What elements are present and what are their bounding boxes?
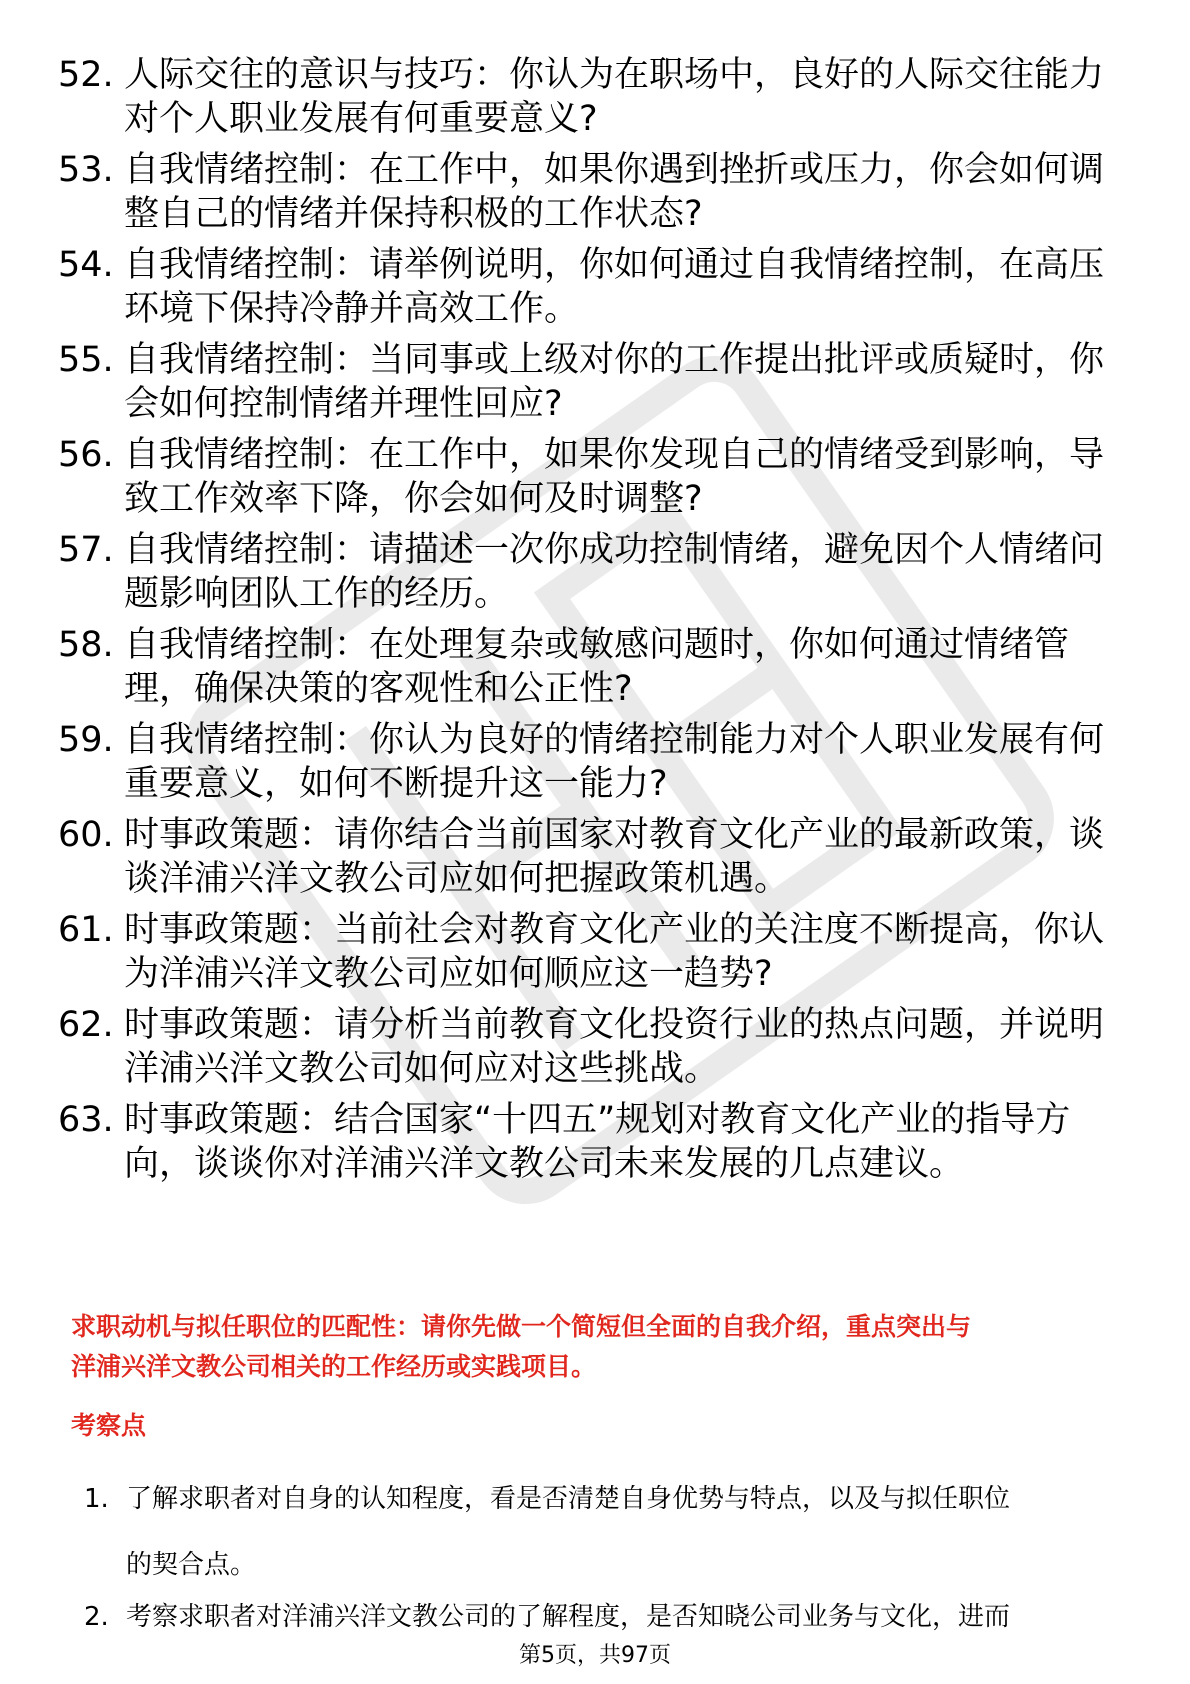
question-line: 谈洋浦兴洋文教公司应如何把握政策机遇。 — [124, 859, 790, 899]
question-number: 63. — [58, 1100, 114, 1140]
question-number: 59. — [58, 720, 114, 760]
question-line: 重要意义，如何不断提升这一能力? — [124, 764, 668, 804]
question-text — [124, 243, 1164, 331]
point-text — [126, 1466, 1126, 1598]
question-text — [124, 528, 1164, 616]
question-number: 53. — [58, 150, 114, 190]
point-number: 2. — [84, 1602, 109, 1632]
question-text — [124, 433, 1164, 521]
question-text — [124, 718, 1164, 806]
point-line: 考察求职者对洋浦兴洋文教公司的了解程度，是否知晓公司业务与文化，进而 — [126, 1602, 1011, 1632]
question-line: 自我情绪控制：你认为良好的情绪控制能力对个人职业发展有何 — [124, 720, 1105, 760]
question-line: 人际交往的意识与技巧：你认为在职场中，良好的人际交往能力 — [124, 55, 1105, 95]
question-line: 时事政策题：请分析当前教育文化投资行业的热点问题，并说明 — [124, 1005, 1105, 1045]
question-text — [124, 908, 1164, 996]
question-number: 58. — [58, 625, 114, 665]
question-line: 自我情绪控制：请举例说明，你如何通过自我情绪控制，在高压 — [124, 245, 1105, 285]
section-heading: 考察点 — [71, 1411, 147, 1440]
question-text — [124, 623, 1164, 711]
question-text — [124, 1098, 1164, 1186]
question-line: 洋浦兴洋文教公司如何应对这些挑战。 — [124, 1049, 720, 1089]
question-line: 时事政策题：当前社会对教育文化产业的关注度不断提高，你认 — [124, 910, 1105, 950]
question-text — [124, 338, 1164, 426]
question-number: 62. — [58, 1005, 114, 1045]
question-line: 自我情绪控制：请描述一次你成功控制情绪，避免因个人情绪问 — [124, 530, 1105, 570]
point-number: 1. — [84, 1484, 109, 1514]
question-text — [124, 53, 1164, 141]
question-text — [124, 813, 1164, 901]
point-text — [126, 1597, 1126, 1637]
question-number: 52. — [58, 55, 114, 95]
highlight-question — [71, 1307, 1131, 1387]
question-line: 对个人职业发展有何重要意义? — [124, 99, 598, 139]
question-number: 60. — [58, 815, 114, 855]
page-footer: 第5页，共97页 — [519, 1643, 671, 1668]
question-line: 时事政策题：结合国家“十四五”规划对教育文化产业的指导方 — [124, 1100, 1071, 1140]
question-number: 55. — [58, 340, 114, 380]
question-line: 自我情绪控制：在处理复杂或敏感问题时，你如何通过情绪管 — [124, 625, 1070, 665]
question-number: 54. — [58, 245, 114, 285]
question-number: 57. — [58, 530, 114, 570]
question-line: 自我情绪控制：当同事或上级对你的工作提出批评或质疑时，你 — [124, 340, 1105, 380]
question-line: 致工作效率下降，你会如何及时调整? — [124, 479, 703, 519]
question-line: 为洋浦兴洋文教公司应如何顺应这一趋势? — [124, 954, 773, 994]
question-text — [124, 148, 1164, 236]
question-line: 向，谈谈你对洋浦兴洋文教公司未来发展的几点建议。 — [124, 1144, 965, 1184]
question-line: 自我情绪控制：在工作中，如果你遇到挫折或压力，你会如何调 — [124, 150, 1105, 190]
question-line: 题影响团队工作的经历。 — [124, 574, 510, 614]
highlight-line: 求职动机与拟任职位的匹配性：请你先做一个简短但全面的自我介绍，重点突出与 — [71, 1312, 972, 1341]
question-number: 61. — [58, 910, 114, 950]
question-line: 自我情绪控制：在工作中，如果你发现自己的情绪受到影响，导 — [124, 435, 1105, 475]
highlight-line: 洋浦兴洋文教公司相关的工作经历或实践项目。 — [71, 1352, 597, 1381]
question-line: 整自己的情绪并保持积极的工作状态? — [124, 194, 703, 234]
point-line: 的契合点。 — [126, 1550, 257, 1580]
question-line: 会如何控制情绪并理性回应? — [124, 384, 563, 424]
question-line: 时事政策题：请你结合当前国家对教育文化产业的最新政策，谈 — [124, 815, 1105, 855]
question-number: 56. — [58, 435, 114, 475]
question-line: 理，确保决策的客观性和公正性? — [124, 669, 633, 709]
point-line: 了解求职者对自身的认知程度，看是否清楚自身优势与特点，以及与拟任职位 — [126, 1484, 1011, 1514]
question-line: 环境下保持冷静并高效工作。 — [124, 289, 580, 329]
question-text — [124, 1003, 1164, 1091]
